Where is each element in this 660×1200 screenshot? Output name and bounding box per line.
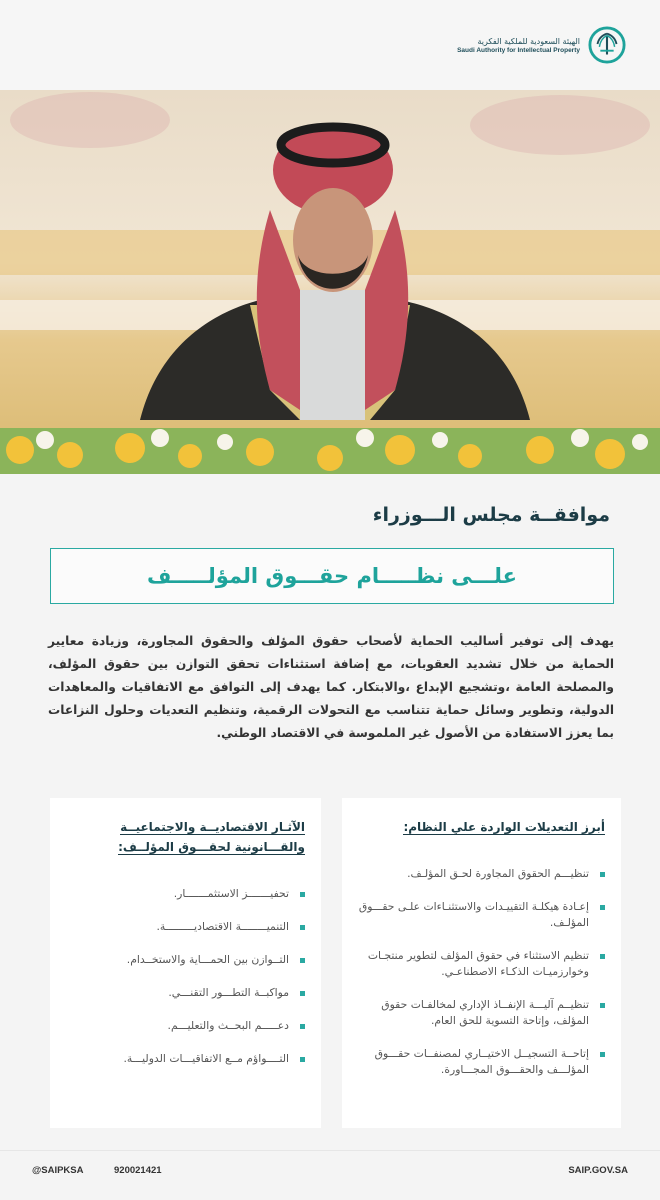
header-bar: [0, 0, 660, 90]
palm-emblem-icon: [588, 26, 626, 64]
amendment-item: إتاحــة التسجيــل الاختيــاري لمصنفــات حقـــوق المؤلـــف والحقـــوق المجـــاورة.: [356, 1046, 605, 1078]
intro-paragraph: يهدف إلى توفير أساليب الحماية لأصحاب حقوق المؤلف والحقوق المجاورة، وزيادة معايير الحماية من خلال تشديد العقوبات، مع إضافة استثناءات تحقق التوازن بين حقوق المؤلف، والمصلحة العامة ،وتشجيع الإبداع ،والابتكار. كما يهدف إلى التوافق مع الاتفاقيات والمعاهدات الدولية، وتطوير وسائل حماية تتناسب مع التحولات الرقمية، وتنظيم التعديات وحلول النزاعات بما يعزز الاستفادة من الأصول غير الملموسة في الاقتصاد الوطني.: [48, 634, 614, 740]
impact-item: تحفيـــــــز الاستثمـــــــار.: [64, 886, 305, 902]
logo-arabic-name: الهيئة السعودية للملكية الفكرية: [477, 36, 580, 46]
amendment-item: تنظيم الاستثناء في حقوق المؤلف لتطوير منتجـات وخوارزميـات الذكـاء الاصطناعـي.: [356, 948, 605, 980]
social-handle-link[interactable]: @SAIPKSA: [32, 1165, 84, 1176]
amendment-item: إعـادة هيكلـة التقييـدات والاستثنـاءات علـى حقـــوق المؤلـف.: [356, 899, 605, 931]
amendment-item: تنظيــم آليـــة الإنفــاذ الإداري لمخالفـات حقوق المؤلف، وإتاحة التسوية للحق العام.: [356, 997, 605, 1029]
logo-text: [457, 37, 580, 54]
amendments-list: [356, 866, 605, 1078]
headline-cabinet-approval: موافقــة مجلس الـــوزراء: [372, 504, 610, 526]
logo-english-name: Saudi Authority for Intellectual Property: [457, 46, 580, 54]
cabinet-photo: [0, 90, 660, 474]
impacts-card: [50, 798, 321, 1128]
impact-item: التــوازن بين الحمـــاية والاستخــدام.: [64, 952, 305, 968]
headline-copyright-law: علـــى نظـــــام حقـــوق المؤلـــــف: [147, 564, 517, 588]
phone-number[interactable]: 920021421: [114, 1165, 162, 1176]
impact-item: دعـــــم البحــث والتعليـــم.: [64, 1018, 305, 1034]
footer-bar: [0, 1150, 660, 1200]
headline-box: [50, 548, 614, 604]
amendment-item: تنظيـــم الحقوق المجاورة لحـق المؤلـف.: [356, 866, 605, 882]
website-link[interactable]: SAIP.GOV.SA: [568, 1165, 628, 1176]
impact-item: التنميــــــــة الاقتصاديـــــــــة.: [64, 919, 305, 935]
impact-item: التــــواؤم مــع الاتفاقيـــات الدوليـــة.: [64, 1051, 305, 1067]
impact-item: مواكبــة التطـــور التقنـــي.: [64, 985, 305, 1001]
impacts-title: الآثـار الاقتصاديــة والاجتماعيــة والقـــانونية لحقـــوق المؤلــف:: [118, 820, 305, 854]
impacts-list: [64, 886, 305, 1067]
amendments-title: أبرز التعديلات الواردة علي النظام:: [403, 820, 605, 834]
saip-logo[interactable]: [457, 26, 626, 64]
amendments-card: [342, 798, 621, 1128]
